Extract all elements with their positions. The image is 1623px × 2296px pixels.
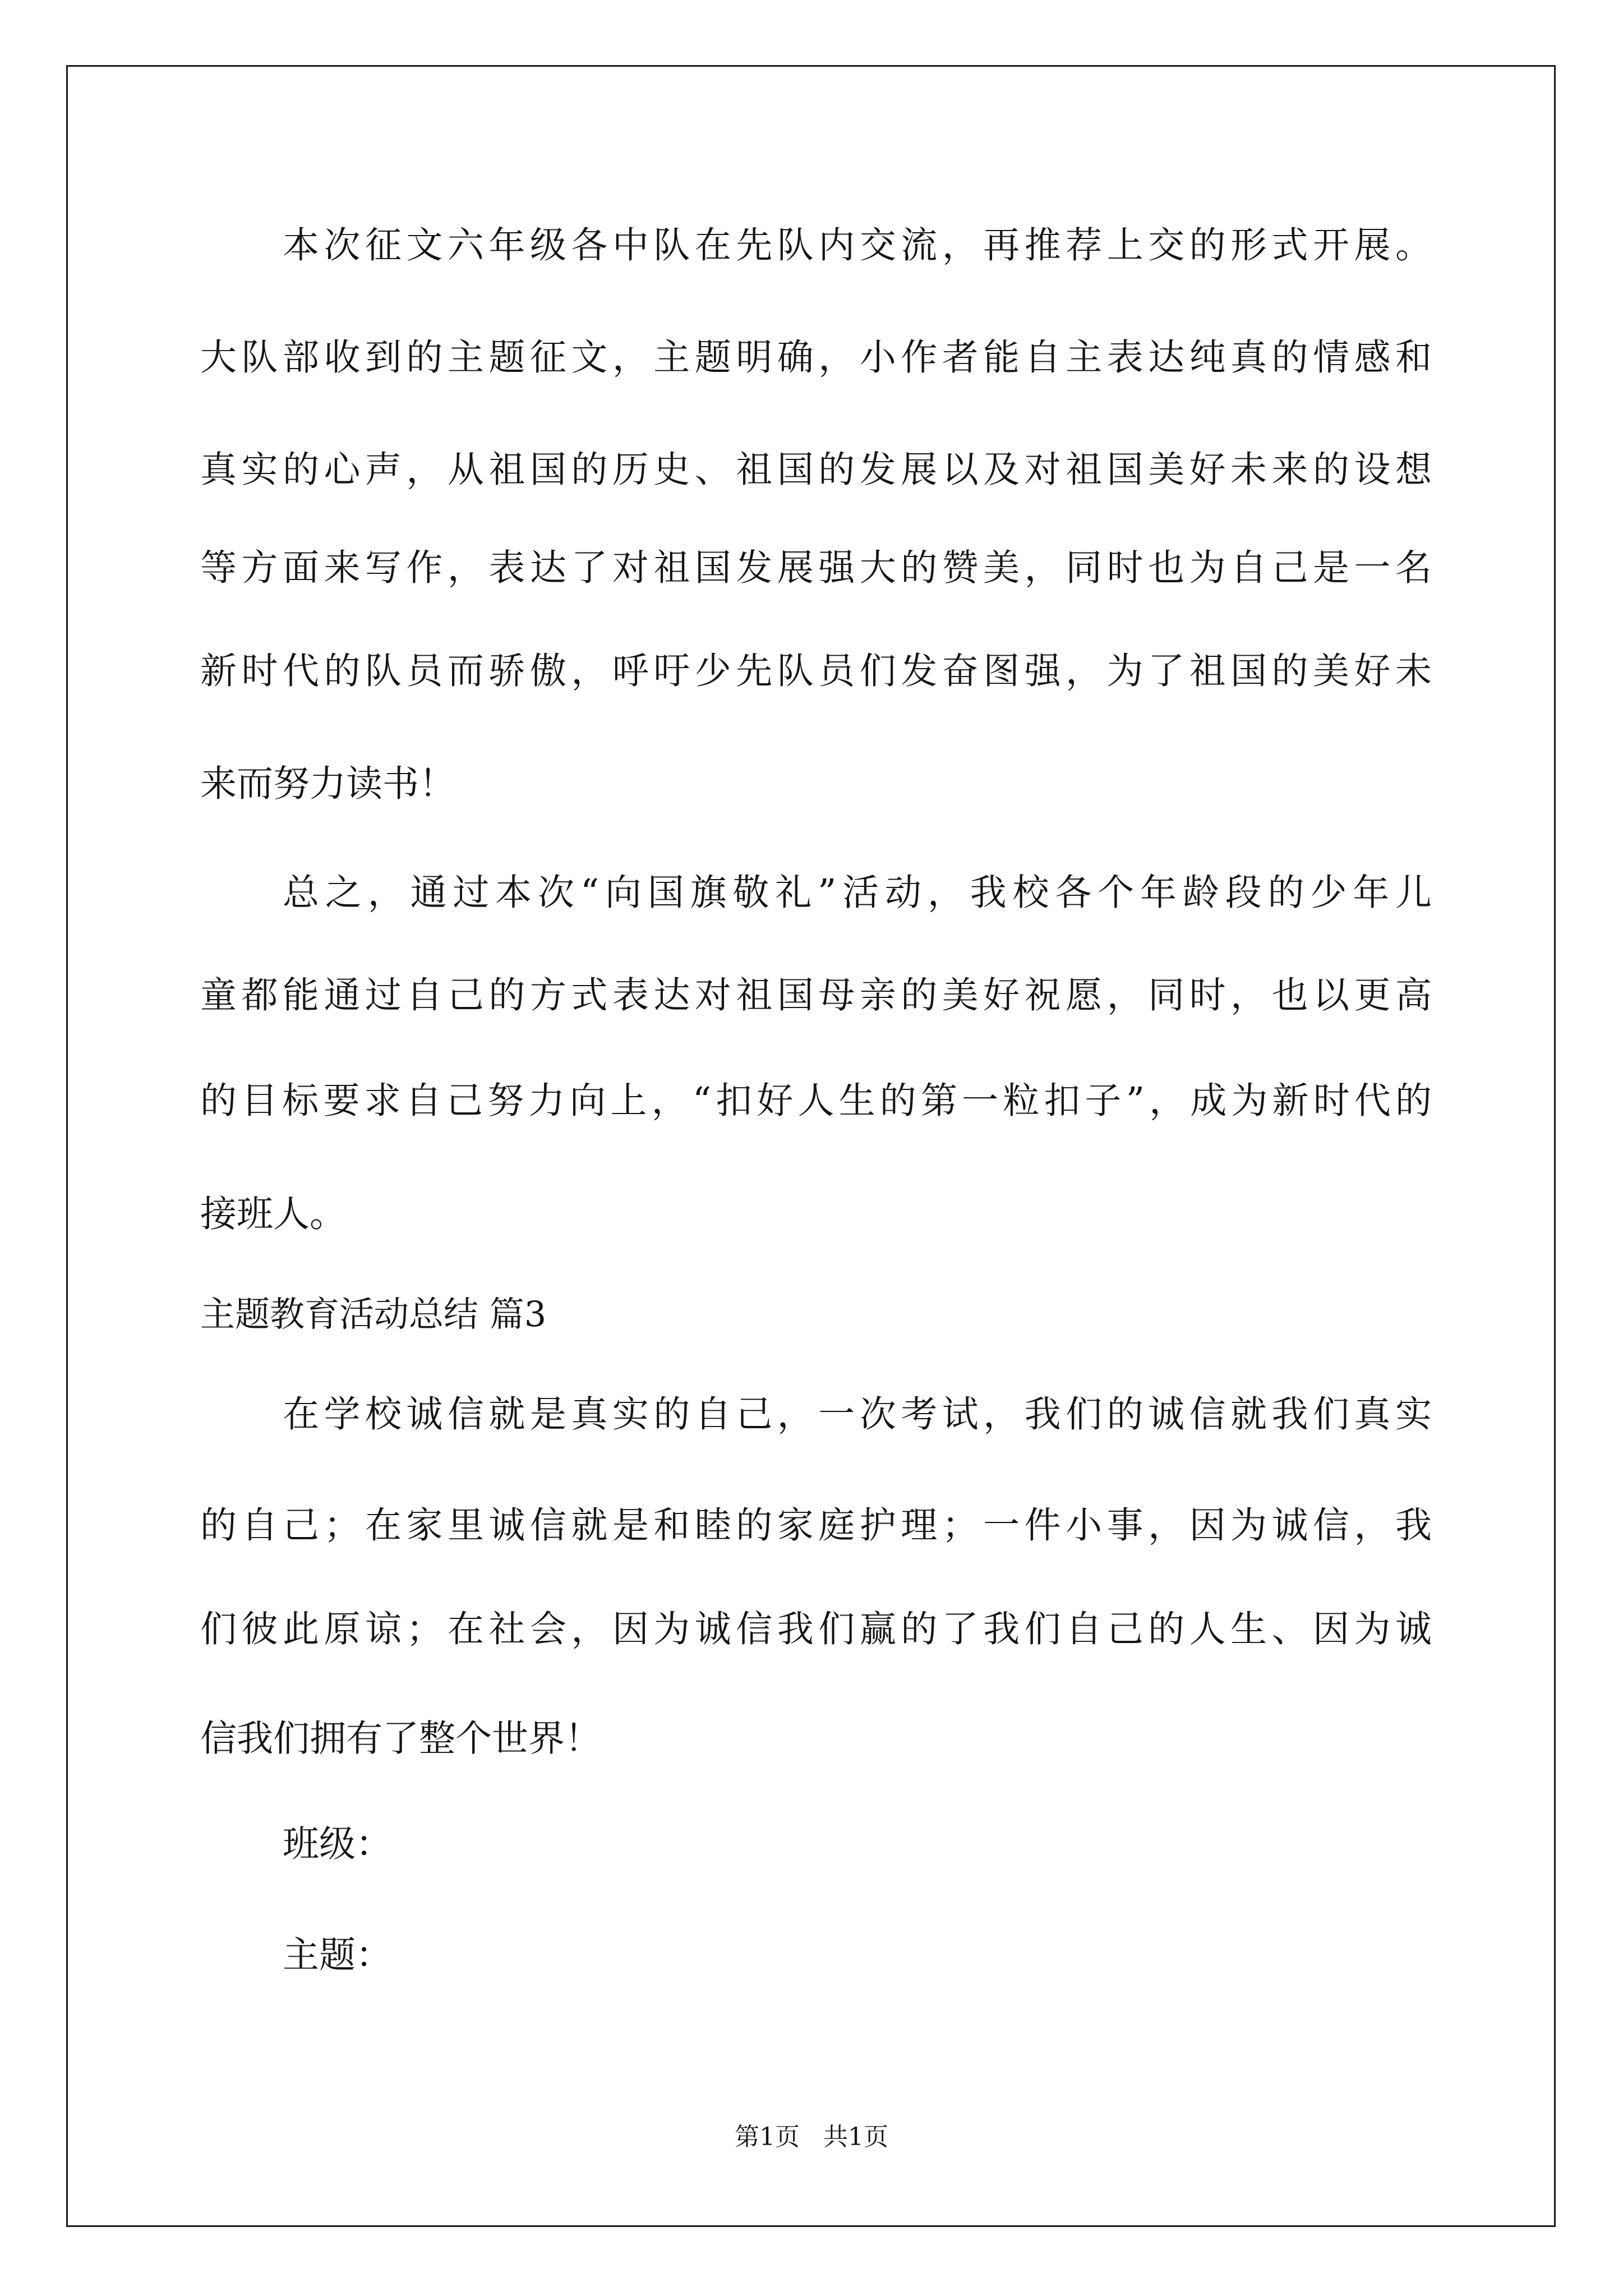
- paragraph-2-line-2: 童都能通过自己的方式表达对祖国母亲的美好祝愿，同时，也以更高: [200, 974, 1432, 1016]
- theme-field-label: 主题：: [283, 1934, 393, 1976]
- section-heading: 主题教育活动总结 篇3: [200, 1294, 547, 1335]
- page-border: [66, 65, 1556, 2227]
- paragraph-3-line-4: 信我们拥有了整个世界！: [200, 1718, 602, 1760]
- paragraph-1-line-2: 大队部收到的主题征文，主题明确，小作者能自主表达纯真的情感和: [200, 337, 1432, 379]
- paragraph-1-line-1: 本次征文六年级各中队在先队内交流，再推荐上交的形式开展。: [283, 224, 1432, 266]
- paragraph-1-line-6: 来而努力读书！: [200, 763, 456, 805]
- paragraph-1-line-4: 等方面来写作，表达了对祖国发展强大的赞美，同时也为自己是一名: [200, 547, 1432, 589]
- paragraph-3-line-2: 的自己；在家里诚信就是和睦的家庭护理；一件小事，因为诚信，我: [200, 1504, 1432, 1547]
- page-number-footer: 第1页 共1页: [735, 2123, 888, 2151]
- paragraph-3-line-1: 在学校诚信就是真实的自己，一次考试，我们的诚信就我们真实: [283, 1393, 1432, 1435]
- paragraph-3-line-3: 们彼此原谅；在社会，因为诚信我们赢的了我们自己的人生、因为诚: [200, 1608, 1432, 1650]
- class-field-label: 班级：: [283, 1823, 393, 1865]
- paragraph-1-line-3: 真实的心声，从祖国的历史、祖国的发展以及对祖国美好未来的设想: [200, 449, 1432, 491]
- paragraph-2-line-3: 的目标要求自己努力向上，“扣好人生的第一粒扣子”，成为新时代的: [200, 1080, 1432, 1122]
- paragraph-2-line-1: 总之，通过本次“向国旗敬礼”活动，我校各个年龄段的少年儿: [283, 872, 1432, 914]
- paragraph-2-line-4: 接班人。: [200, 1193, 347, 1235]
- paragraph-1-line-5: 新时代的队员而骄傲，呼吁少先队员们发奋图强，为了祖国的美好未: [200, 650, 1432, 692]
